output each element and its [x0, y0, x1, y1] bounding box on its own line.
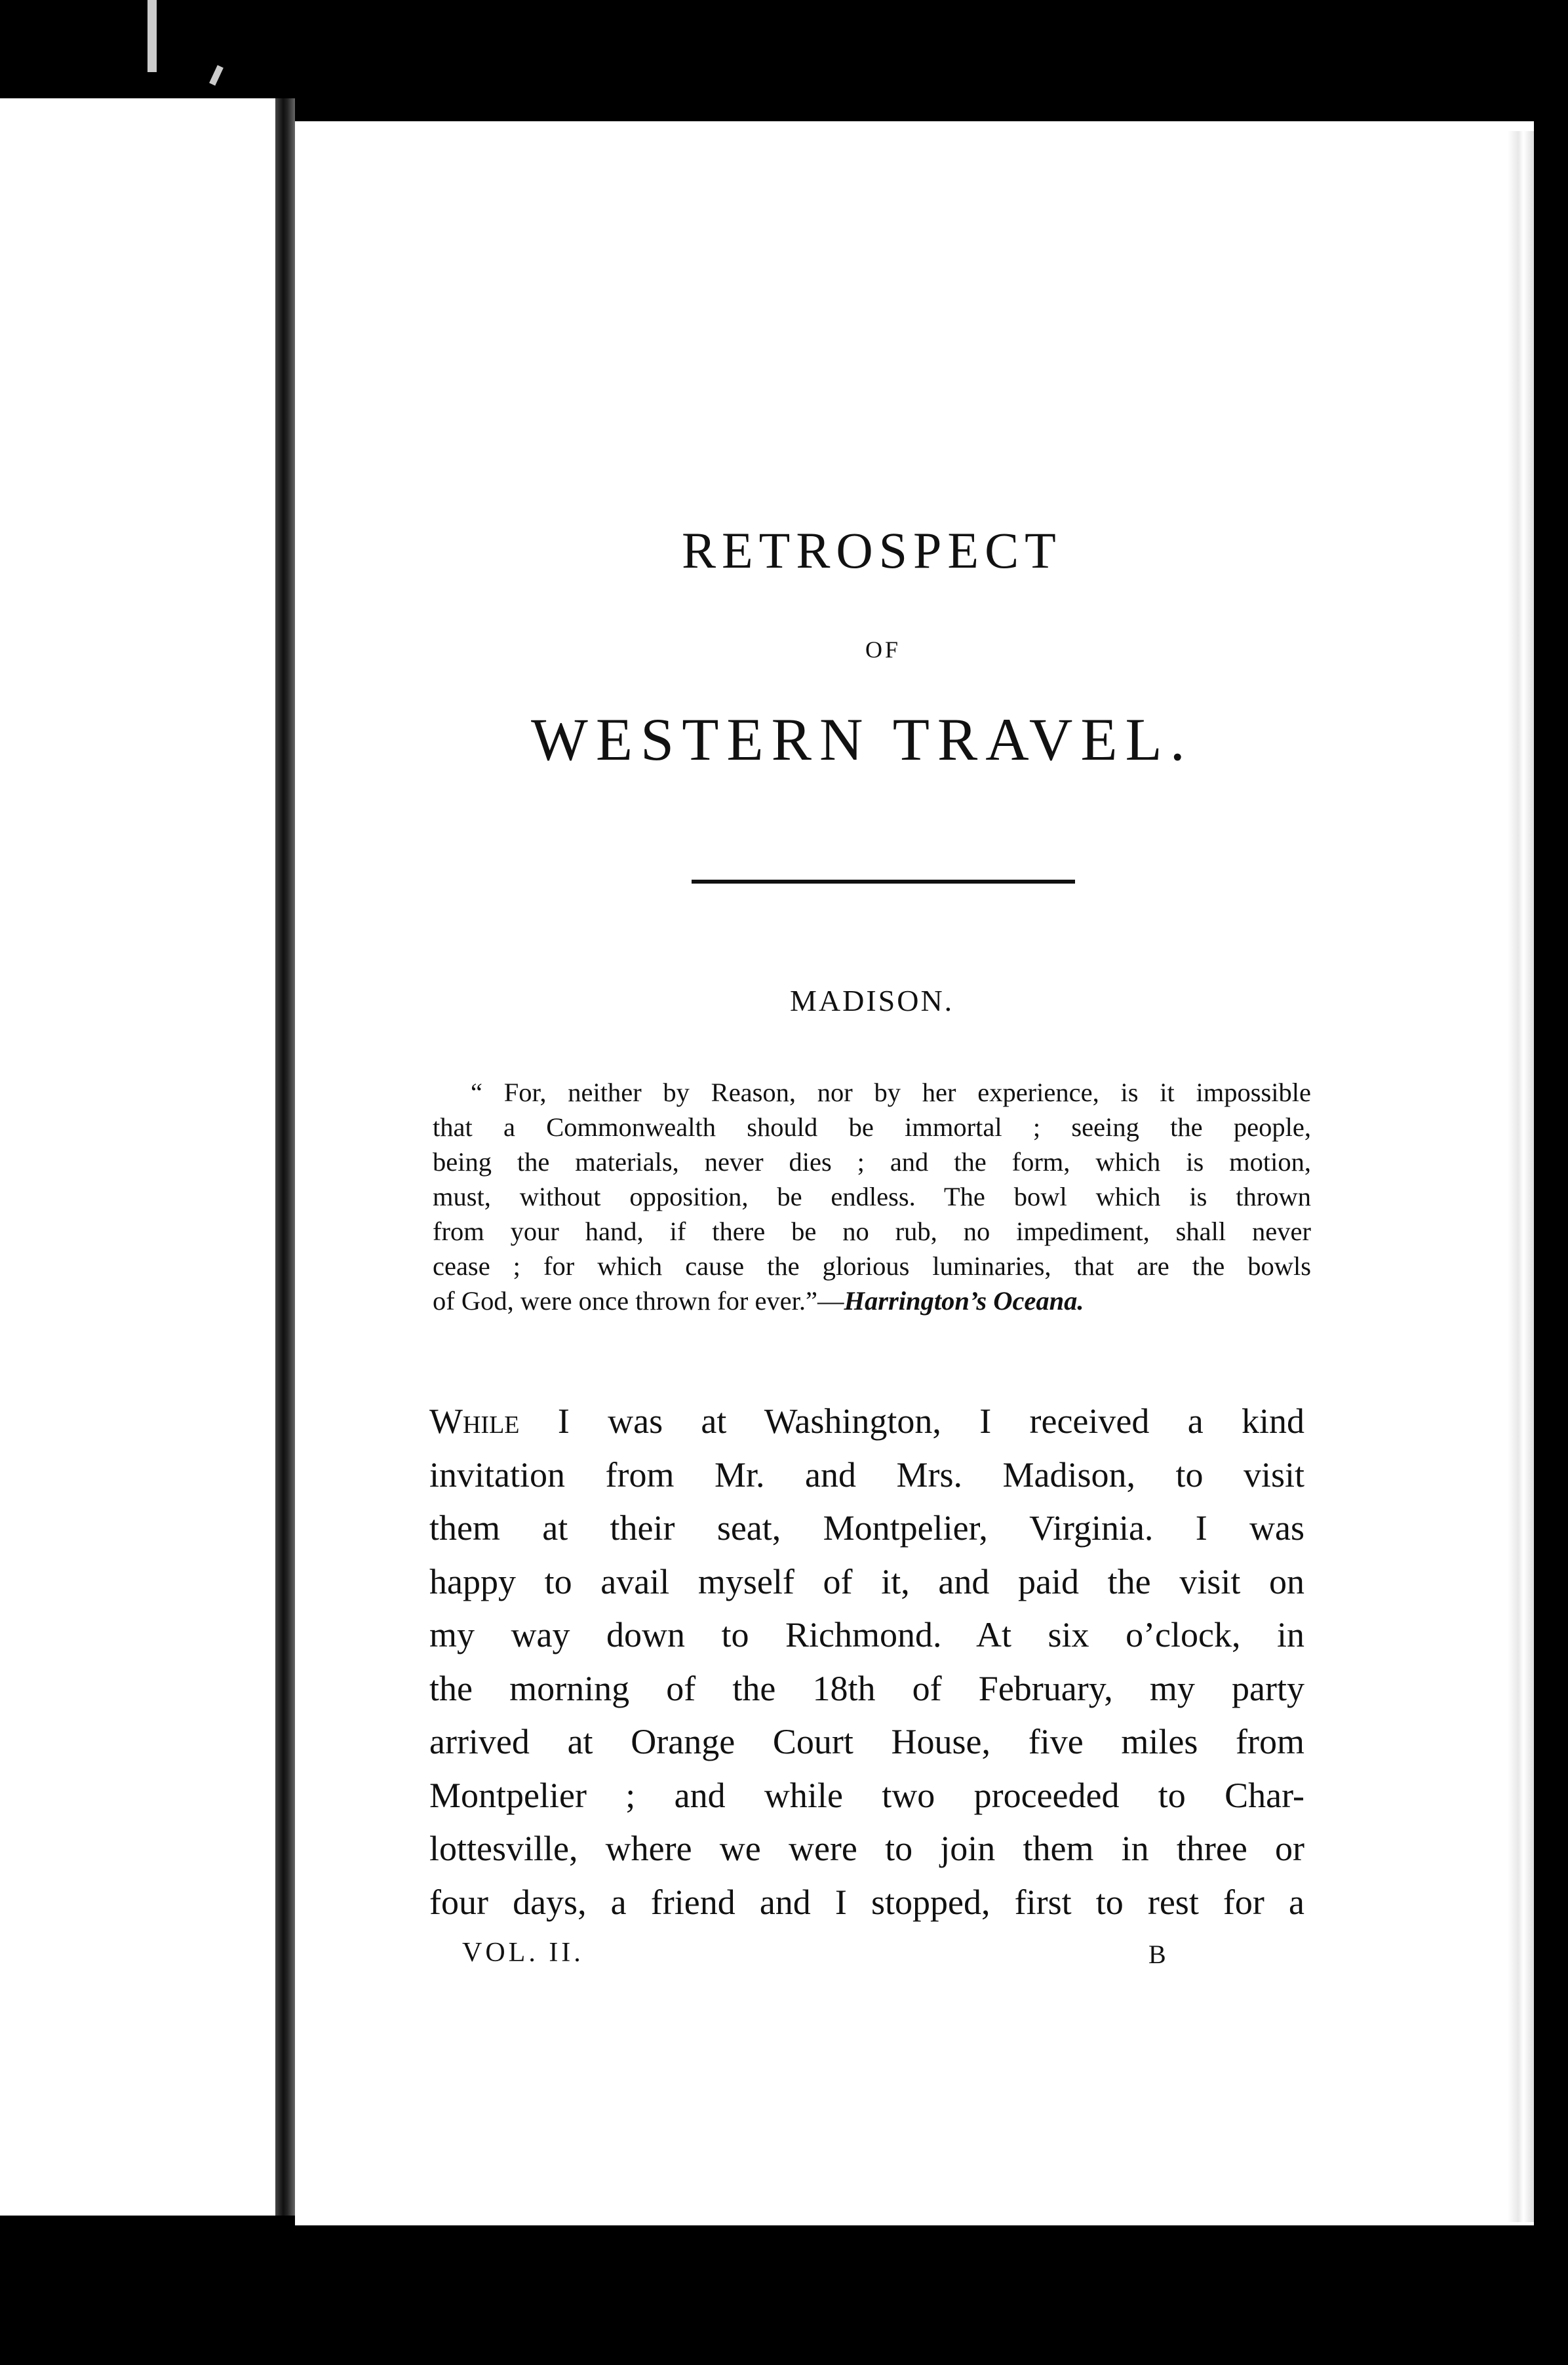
epigraph-attribution: Harrington’s Oceana. [844, 1286, 1084, 1316]
book-gutter [275, 98, 295, 2216]
left-page [0, 98, 275, 2216]
book-title-of: OF [865, 636, 901, 663]
edge-mark [147, 0, 157, 72]
body-line: happy to avail myself of it, and paid the visit on [429, 1561, 1304, 1601]
epigraph-line: that a Commonwealth should be immortal ; seeing the people, [433, 1112, 1311, 1142]
epigraph-line: “ For, neither by Reason, nor by her experience, is it impossible [471, 1078, 1311, 1107]
title-rule [692, 880, 1075, 884]
epigraph [433, 1075, 1311, 1318]
page-edge [1508, 131, 1534, 2222]
body-line: four days, a friend and I stopped, first to rest for a [429, 1882, 1304, 1922]
epigraph-last-line [433, 1283, 1311, 1318]
body-line: Montpelier ; and while two proceeded to Char- [429, 1775, 1304, 1815]
chapter-heading: MADISON. [790, 984, 954, 1017]
body-text [429, 1395, 1304, 1929]
epigraph-line: from your hand, if there be no rub, no impediment, shall never [433, 1217, 1311, 1246]
body-line-text: I was at Washington, I received a kind [519, 1401, 1304, 1441]
dropcap-word: While [429, 1401, 520, 1441]
epigraph-line: being the materials, never dies ; and the form, which is motion, [433, 1147, 1311, 1177]
body-line: invitation from Mr. and Mrs. Madison, to visit [429, 1455, 1304, 1495]
book-title-line-1: RETROSPECT [682, 522, 1062, 579]
signature-mark: B [1148, 1940, 1166, 1969]
body-line: lottesville, where we were to join them in three or [429, 1829, 1304, 1868]
epigraph-line-text: of God, were once thrown for ever.”— [433, 1286, 844, 1316]
book-title-line-2: WESTERN TRAVEL. [531, 706, 1193, 773]
body-line: them at their seat, Montpelier, Virginia. I was [429, 1508, 1304, 1548]
volume-label: VOL. II. [462, 1938, 584, 1968]
body-line: the morning of the 18th of February, my party [429, 1668, 1304, 1708]
edge-mark [209, 65, 224, 85]
epigraph-line: cease ; for which cause the glorious luminaries, that are the bowls [433, 1251, 1311, 1281]
body-line: arrived at Orange Court House, five miles from [429, 1722, 1304, 1761]
epigraph-line: must, without opposition, be endless. The bowl which is thrown [433, 1182, 1311, 1211]
body-line: my way down to Richmond. At six o’clock, in [429, 1615, 1304, 1654]
body-line [429, 1395, 1304, 1449]
